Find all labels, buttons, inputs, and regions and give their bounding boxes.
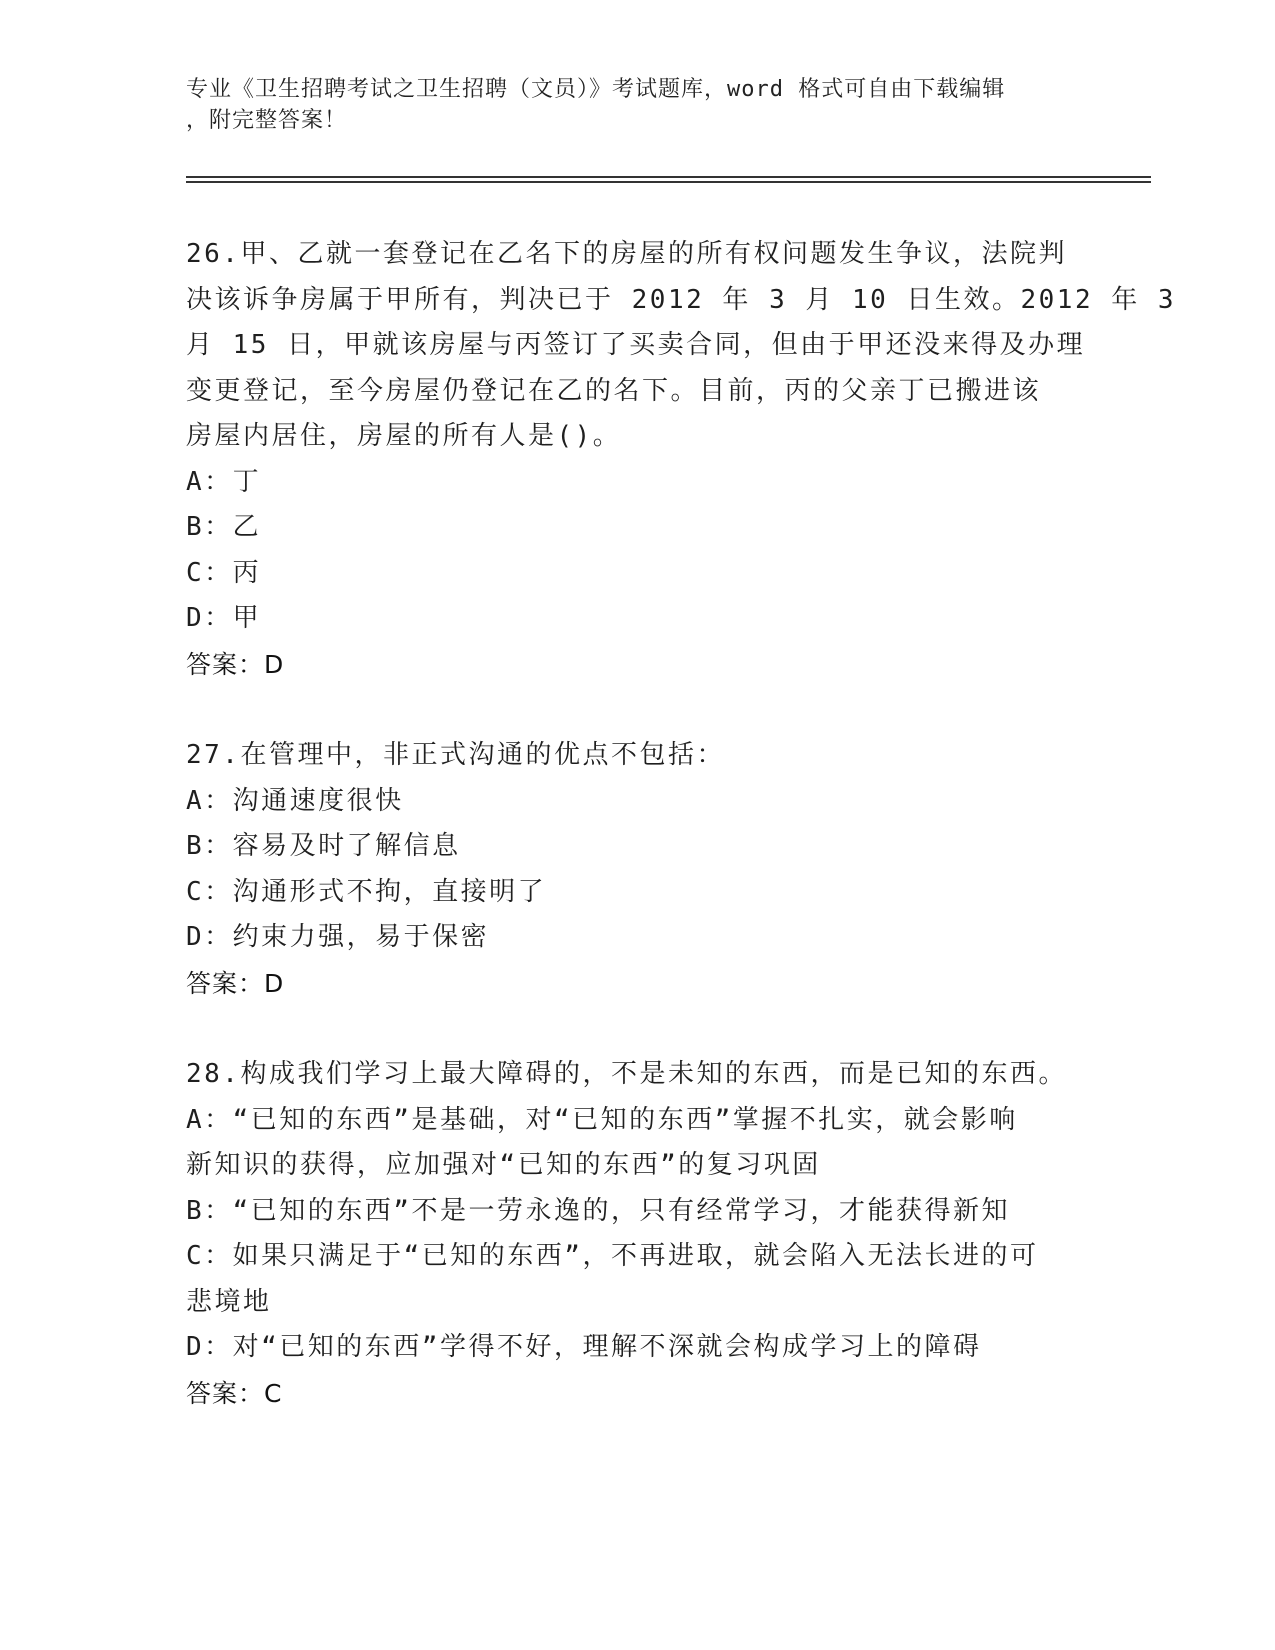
header-line: 专业《卫生招聘考试之卫生招聘（文员）》考试题库，word 格式可自由下载编辑: [186, 77, 1006, 102]
answer-key: 答案：C: [186, 1378, 283, 1408]
option-a: A：沟通速度很快: [186, 785, 404, 816]
option-c: C：丙: [186, 557, 262, 588]
option-d: D：对“已知的东西”学得不好，理解不深就会构成学习上的障碍: [186, 1332, 982, 1362]
question-26: [186, 232, 1177, 687]
option-d: D：约束力强，易于保密: [186, 922, 490, 952]
header-line: ，附完整答案！: [186, 108, 348, 133]
option-a-continued: 新知识的获得，应加强对“已知的东西”的复习巩固: [186, 1150, 821, 1180]
question-stem-line: 月 15 日，甲就该房屋与丙签订了买卖合同，但由于甲还没来得及办理: [186, 330, 1086, 360]
question-stem-line: 决该诉争房属于甲所有，判决已于 2012 年 3 月 10 日生效。2012 年 3: [186, 284, 1177, 315]
question-stem-line: 27.在管理中，非正式沟通的优点不包括：: [186, 740, 725, 770]
answer-key: 答案：D: [186, 649, 285, 679]
question-27: [186, 733, 1086, 1006]
question-stem-line: 28.构成我们学习上最大障碍的，不是未知的东西，而是已知的东西。: [186, 1059, 1067, 1089]
option-b: B：容易及时了解信息: [186, 831, 461, 861]
option-c: C：如果只满足于“已知的东西”，不再进取，就会陷入无法长进的可: [186, 1241, 1039, 1271]
option-d: D：甲: [186, 603, 262, 633]
option-c-continued: 悲境地: [186, 1286, 272, 1317]
question-stem-line: 房屋内居住，房屋的所有人是()。: [186, 421, 622, 451]
option-c: C：沟通形式不拘，直接明了: [186, 876, 547, 907]
option-b: B：乙: [186, 512, 262, 542]
question-stem-line: 26.甲、乙就一套登记在乙名下的房屋的所有权问题发生争议，法院判: [186, 239, 1067, 269]
answer-key: 答案：D: [186, 968, 285, 998]
option-a: A：“已知的东西”是基础，对“已知的东西”掌握不扎实，就会影响: [186, 1104, 1018, 1135]
question-list: [186, 232, 1177, 1462]
option-a: A：丁: [186, 466, 262, 497]
document-header: [186, 74, 1086, 136]
header-divider-top: [186, 176, 1151, 178]
header-divider-bottom: [186, 181, 1151, 183]
question-stem-line: 变更登记，至今房屋仍登记在乙的名下。目前，丙的父亲丁已搬进该: [186, 375, 1042, 406]
option-b: B：“已知的东西”不是一劳永逸的，只有经常学习，才能获得新知: [186, 1195, 1010, 1226]
question-28: [186, 1052, 1086, 1416]
